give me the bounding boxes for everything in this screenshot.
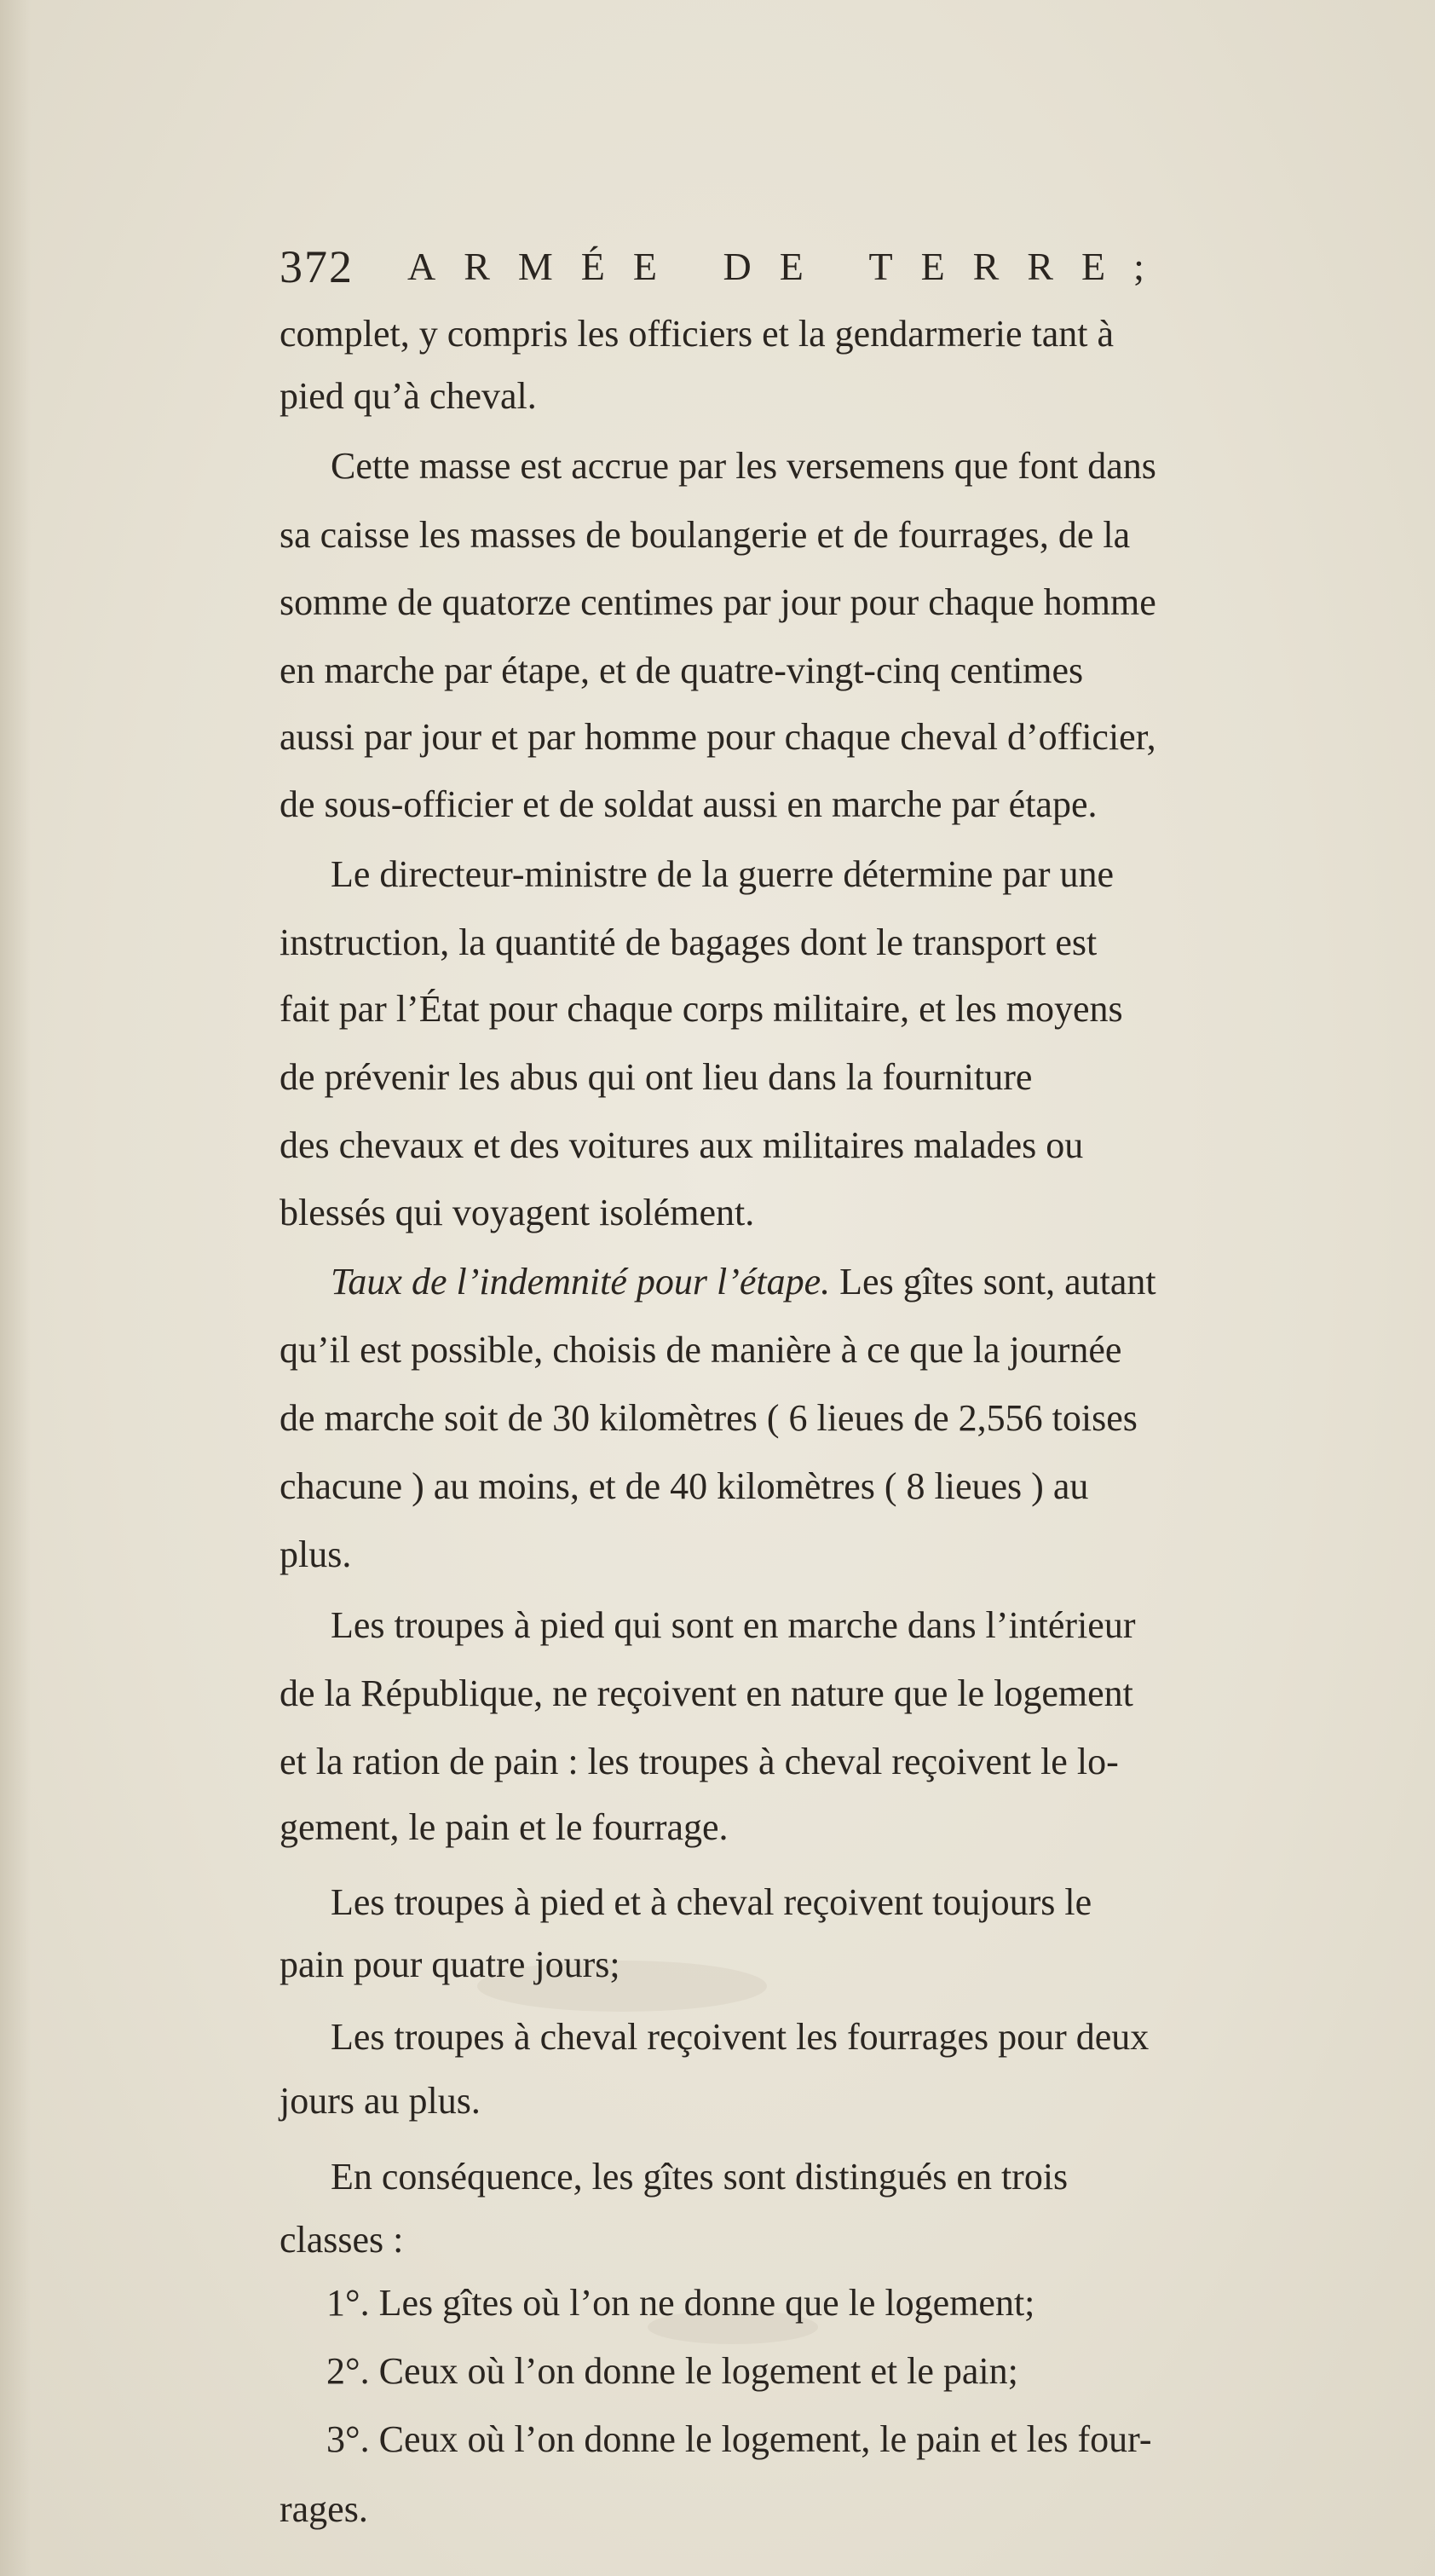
page-gutter-shadow xyxy=(0,0,31,2576)
text-line: aussi par jour et par homme pour chaque cheval d’officier, xyxy=(280,716,1156,758)
text-line: 1°. Les gîtes où l’on ne donne que le logement; xyxy=(326,2282,1035,2324)
text-line: chacune ) au moins, et de 40 kilomètres ( 8 lieues ) au xyxy=(280,1465,1089,1507)
text-line: sa caisse les masses de boulangerie et de fourrages, de la xyxy=(280,514,1131,556)
text-line xyxy=(331,1263,1156,1301)
text-line: gement, le pain et le fourrage. xyxy=(280,1806,729,1848)
text-line: de marche soit de 30 kilomètres ( 6 lieues de 2,556 toises xyxy=(280,1397,1138,1439)
text-line: pain pour quatre jours; xyxy=(280,1944,620,1985)
text-line: Les troupes à pied qui sont en marche dans l’intérieur xyxy=(331,1604,1136,1646)
text-line: instruction, la quantité de bagages dont le transport est xyxy=(280,921,1098,963)
text-line: blessés qui voyagent isolément. xyxy=(280,1192,755,1233)
text-line: et la ration de pain : les troupes à cheval reçoivent le lo- xyxy=(280,1741,1119,1782)
text-line: de sous-officier et de soldat aussi en marche par étape. xyxy=(280,783,1098,825)
text-line: Les troupes à cheval reçoivent les fourrages pour deux xyxy=(331,2016,1150,2058)
text-line: plus. xyxy=(280,1533,352,1575)
text-line: complet, y compris les officiers et la gendarmerie tant à xyxy=(280,313,1115,355)
text-line: jours au plus. xyxy=(280,2080,481,2122)
text-line: Les troupes à pied et à cheval reçoivent toujours le xyxy=(331,1881,1092,1923)
text-line: En conséquence, les gîtes sont distingués en trois xyxy=(331,2156,1069,2198)
text-line: rages. xyxy=(280,2488,368,2530)
page-number: 372 xyxy=(280,241,354,292)
text-line: des chevaux et des voitures aux militaires malades ou xyxy=(280,1124,1084,1166)
running-title: ARMÉE DE TERRE; xyxy=(407,245,1173,288)
text-line: 3°. Ceux où l’on donne le logement, le pain et les four- xyxy=(326,2418,1152,2460)
section-heading: Taux de l’indemnité pour l’étape. xyxy=(331,1261,831,1302)
text-line: somme de quatorze centimes par jour pour chaque homme xyxy=(280,581,1156,623)
text-line: pied qu’à cheval. xyxy=(280,375,537,417)
text-line: classes : xyxy=(280,2219,404,2261)
text-line: de prévenir les abus qui ont lieu dans la fourniture xyxy=(280,1056,1033,1098)
text-line: 2°. Ceux où l’on donne le logement et le pain; xyxy=(326,2350,1018,2392)
text-line: fait par l’État pour chaque corps militaire, et les moyens xyxy=(280,988,1123,1030)
text-line-continuation: Les gîtes sont, autant xyxy=(839,1261,1156,1302)
text-line: en marche par étape, et de quatre-vingt-cinq centimes xyxy=(280,650,1084,691)
text-line: de la République, ne reçoivent en nature que le logement xyxy=(280,1672,1133,1714)
text-line: Cette masse est accrue par les versemens que font dans xyxy=(331,445,1156,487)
running-header xyxy=(280,240,1173,300)
text-line: Le directeur-ministre de la guerre détermine par une xyxy=(331,853,1114,895)
text-line: qu’il est possible, choisis de manière à ce que la journée xyxy=(280,1329,1122,1371)
